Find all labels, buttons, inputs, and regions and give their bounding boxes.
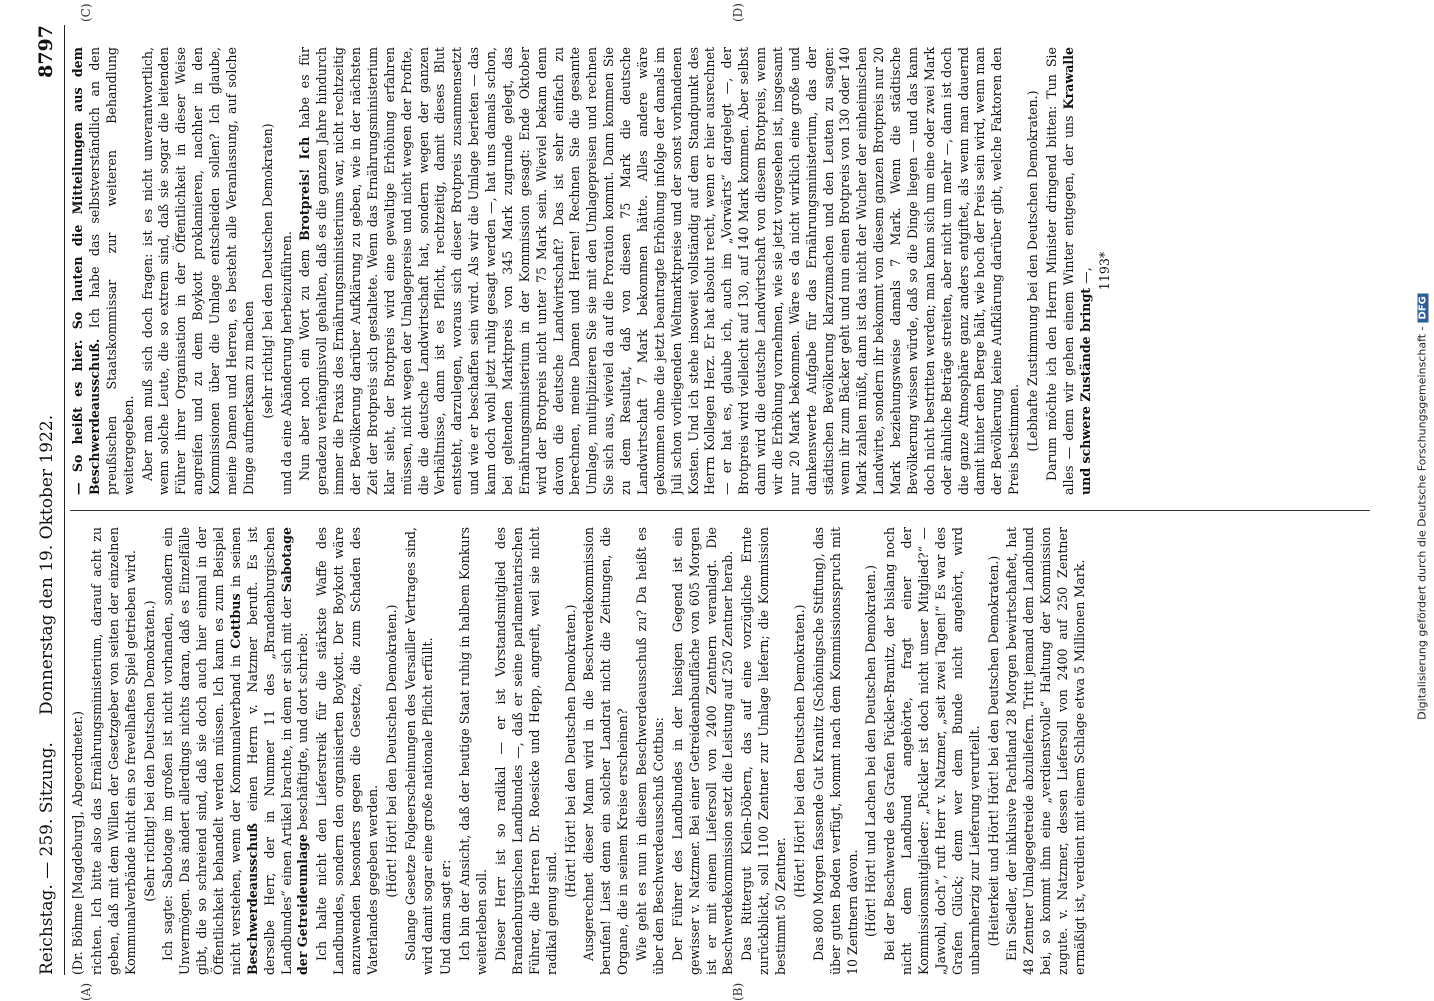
- interjection: (Hört! Hört! bei den Deutschen Demokraten.): [791, 604, 807, 898]
- paragraph: Aber man muß sich doch fragen: ist es nicht unverantwortlich, wenn solche Leute, die so extrem sind, daß sie sogar die leitenden Führer ihrer Organisation in der Öffentlichkeit in dieser Weise angreifen und zu dem Boykott proklamieren, nachher in den Kommissionen über die Umlage entscheiden sollen? Ich glaube, meine Damen und Herren, es besteht alle Veranlassung, auf solche Dinge aufmerksam zu machen: [139, 47, 256, 495]
- dfg-logo: DFG: [1418, 293, 1429, 322]
- interjection: (Lebhafte Zustimmung bei den Deutschen Demokraten.): [1025, 90, 1040, 452]
- paragraph: [297, 47, 1023, 495]
- paragraph: [1044, 47, 1095, 495]
- header-session: Reichstag. — 259. Sitzung.: [37, 742, 57, 975]
- bold-term: Beschwerdeausschuß: [244, 823, 260, 975]
- bold-term: Krawalle und schwere Zustände bringt: [1060, 47, 1093, 495]
- margin-marker-a: (A): [79, 982, 93, 1001]
- bold-term: Sabotage der Getreideumlage: [278, 527, 311, 975]
- quote: Ein Siedler, der inklusive Pachtland 28 Morgen bewirtschaftet, hat 48 Zentner Umlagegetreide abzuliefern. Tritt jemand dem Landbund bei, so kommt ihm eine „verdienstvolle“ Haltung der Kommission zugute. v. Natzmer, dessen Liefersoll von 2400 auf 250 Zentner ermäßigt ist, verdient mit einem Schlage etwa 5 Millionen Mark.: [1004, 527, 1087, 975]
- paragraph: [160, 527, 312, 975]
- side-note-text: Digitalisierung gefördert durch die Deutsche Forschungsgemeinschaft -: [1415, 326, 1429, 720]
- header-date: Donnerstag den 19. Oktober 1922.: [37, 414, 57, 715]
- interjection: (Hört! Hört! und Lachen bei den Deutschen Demokraten.): [863, 564, 879, 938]
- quote: Das Rittergut Klein-Döbern, das auf eine vorzügliche Ernte zurückblickt, soll 1100 Zentner zur Umlage liefern; die Kommission bestimmt 50 Zentner.: [739, 527, 788, 975]
- column-right: [70, 47, 1380, 495]
- text-span: Darum möchte ich den Herrn Minister dringend bitten: Tun Sie alles — denn wir gehen einem Winter entgegen, der uns: [1043, 47, 1076, 495]
- quote: Dieser Herr ist so radikal — er ist Vorstandsmitglied des Brandenburgischen Landbundes —, daß er seine parlamentarischen Führer, die Herren Dr. Roesicke und Hepp, angreift, weil sie nicht radikal genug sind.: [493, 527, 559, 975]
- text-span: —,: [1077, 267, 1093, 284]
- text-span: Ich habe das selbstverständlich an den preußischen Staatskommissar zur weiteren Behandlung weitergegeben.: [86, 47, 136, 495]
- interjection: (sehr richtig! bei den Deutschen Demokraten): [259, 123, 275, 419]
- page-header: [30, 25, 65, 975]
- interjection: (Heiterkeit und Hört! Hört! bei den Deutschen Demokraten.): [985, 555, 1001, 947]
- paragraph: Ausgerechnet dieser Mann wird in die Beschwerdekommission berufen! Liest denn ein solcher Landrat nicht die Zeitungen, die Organe, die in seinem Kreise erscheinen?: [581, 527, 631, 975]
- text-span: einen Herrn v. Natzmer beruft. Es ist derselbe Herr, der in Nummer 11 des „Brandenburgischen Landbundes“ einen Artikel brachte, in dem er sich mit der: [244, 527, 294, 975]
- bold-term: — So heißt es hier. So lauten die Mitteilungen aus dem Beschwerdeausschuß.: [70, 47, 102, 495]
- paragraph: [70, 47, 138, 495]
- page-number: 8797: [35, 25, 57, 78]
- margin-marker-d: (D): [731, 3, 745, 22]
- bold-term: Brotpreis! Ich: [297, 136, 313, 241]
- text-span: beschäftigte, und dort schrieb:: [295, 632, 311, 831]
- interjection: (Hört! Hört! bei den Deutschen Demokraten.): [562, 604, 578, 898]
- paragraph: [89, 527, 140, 975]
- column-divider: [70, 510, 1370, 511]
- quote: Solange Gesetze Folgeerscheinungen des Versailler Vertrages sind, wird damit sogar eine große nationale Pflicht erfüllt.: [402, 527, 435, 975]
- quote: Der Führer des Landbundes in der hiesigen Gegend ist ein gewisser v. Natzmer. Bei einer Getreideanbaufläche von 605 Morgen ist er mit einem Liefersoll von 2400 Zentnern veranlagt. Die Beschwerdekommission setzt die Leistung auf 250 Zentner herab.: [669, 527, 736, 975]
- quote: Ich halte nicht den Lieferstreik für die stärkste Waffe des Landbundes, sondern den organisierten Boykott. Der Boykott wäre anzuwenden besonders gegen die Gesetze, die zum Schaden des Vaterlandes gegeben werden.: [314, 527, 380, 975]
- quote: Ich bin der Ansicht, daß der heutige Staat ruhig in halbem Konkurs weiterleben soll.: [457, 527, 490, 975]
- text-span: richten. Ich bitte also das Ernährungsministerium, darauf acht zu geben, daß mit dem Willen der Gesetzgeber von seiten der einzelnen Kommunalverbände nicht ein so frevelhaftes Spiel getrieben wird.: [88, 527, 138, 975]
- rotated-page: [30, 3, 1390, 1001]
- bold-term: Cottbus: [227, 593, 243, 649]
- paragraph: Und dann sagt er:: [438, 859, 454, 975]
- text-span: habe es für geradezu verhängnisvoll gehalten, daß es die ganzen Jahre hindurch immer die Praxis des Ernährungsministeriums war, nicht rechtzeitig der Bevölkerung darüber Aufklärung zu geben, wie in der nächsten Zeit der Brotpreis sich gestaltete. Wenn das Ernährungsministerium klar sieht, der Brotpreis wird eine gewaltige Erhöhung erfahren müssen, nicht wegen der Umlagepreise und nicht wegen der Profite, die die deutsche Landwirtschaft hat, sondern wegen der ganzen Verhältnisse, dann ist es Pflicht, rechtzeitig, damit dieses Blut entsteht, darzulegen, woraus sich dieser Brotpreis zusammensetzt und wie er beschaffen sein wird. Als wir die Umlage berieten — das kann doch wohl jetzt ruhig gesagt werden —, hat uns damals schon, bei geltenden Marktpreis von 345 Mark zugrunde gelegt, das Ernährungsministerium in der Kommission gesagt: Ende Oktober wird der Brotpreis nicht unter 75 Mark sein. Wieviel bekam denn davon die deutsche Landwirtschaft? Das ist sehr einfach zu berechnen, meine Damen und Herren! Rechnen Sie die gesamte Umlage, multiplizieren Sie sie mit den Umlagepreisen und rechnen Sie sich aus, wieviel da auf die Proration kommt. Dann kommen Sie zu dem Resultat, daß von diesen 75 Mark die deutsche Landwirtschaft 7 Mark bekommen hätte. Alles andere wäre gekommen ohne die jetzt beantragte Erhöhung infolge der damals im Juli schon vorliegenden Weltmarktpreise und der sonst vorhandenen Kosten. Und ich stehe insoweit vollständig auf dem Standpunkt des Herrn Kollegen Herz. Er hat absolut recht, wenn er hier ausrechnet — er hat es, glaube ich, auch im „Vorwärts“ dargelegt —, der Brotpreis wird vielleicht auf 130, auf 140 Mark kommen. Aber selbst dann wird die deutsche Landwirtschaft von diesem Brotpreis, wenn wir die Erhöhung vornehmen, wie sie jetzt vorgesehen ist, insgesamt nur 20 Mark bekommen. Wäre es da nicht wirklich eine große und dankenswerte Aufgabe für das Ernährungsministerium, das der städtischen Bevölkerung klarzumachen und den Leuten zu sagen: wenn ihr zum Bäcker geht und nun einen Brotpreis von 130 oder 140 Mark zahlen müßt, dann ist das nicht der Wucher der einheimischen Landwirte, sondern ihr bekommt von diesem ganzen Brotpreis nur 20 Mark beziehungsweise damals 7 Mark. Wenn die städtische Bevölkerung wissen würde, daß so die Dinge liegen — und das kann doch nicht bestritten werden; man kann sich um eine oder zwei Mark oder ähnliche Beträge streiten, aber nicht um mehr —, dann ist doch die ganze Atmosphäre ganz anders entgiftet, als wenn man dauernd damit hinter dem Berge hält, wie hoch der Preis sein wird, wenn man der Bevölkerung keine Aufklärung darüber gibt, welche Faktoren den Preis bestimmen.: [297, 47, 1022, 495]
- interjection: (Sehr richtig! bei den Deutschen Demokraten.): [141, 600, 157, 902]
- speaker-reference: (Dr. Böhme [Magdeburg], Abgeordneter.): [70, 710, 85, 975]
- signature-mark: 1193*: [1096, 251, 1112, 291]
- text-span: Ich sagte: Sabotage im großen ist nicht vorhanden, sondern ein Unvermögen. Das ändert allerdings nichts daran, daß es Einzelfälle gibt, die so schreiend sind, daß sie doch auch hier einmal in der Öffentlichkeit behandelt werden müssen. Ich kann es zum Beispiel nicht verstehen, wenn der Kommunalverband in: [160, 527, 243, 975]
- text-span: in seinen: [227, 527, 243, 588]
- margin-marker-b: (B): [731, 982, 745, 1001]
- quote: Das 800 Morgen fassende Gut Kranitz (Schöningsche Stiftung), das über guten Boden verfügt, kommt nach dem Kommissionsspruch mit 10 Zentnern davon.: [810, 527, 860, 975]
- paragraph: Wie geht es nun in diesem Beschwerdeausschuß zu? Da heißt es über den Beschwerdeausschuß Cottbus:: [634, 527, 666, 975]
- interjection: (Hört! Hört! bei den Deutschen Demokraten.): [383, 604, 399, 898]
- paragraph: und da eine Abänderung herbeizuführen.: [278, 231, 294, 495]
- text-span: Nun aber noch ein Wort zu dem: [297, 249, 313, 481]
- column-left: [70, 527, 1380, 975]
- margin-marker-c: (C): [79, 3, 93, 22]
- quote: Bei der Beschwerde des Grafen Pückler-Branitz, der bislang noch nicht dem Landbund angehörte, fragt einer der Kommissionsmitglieder: „Pückler ist doch nicht unser Mitglied?“ — „Jawohl, doch“, ruft Herr v. Natzmer, „seit zwei Tagen!“ Es war des Grafen Glück; denn wer dem Bunde nicht angehört, wird unbarmherzig zur Lieferung verurteilt.: [882, 527, 982, 975]
- side-note-text-row: [1416, 107, 1429, 907]
